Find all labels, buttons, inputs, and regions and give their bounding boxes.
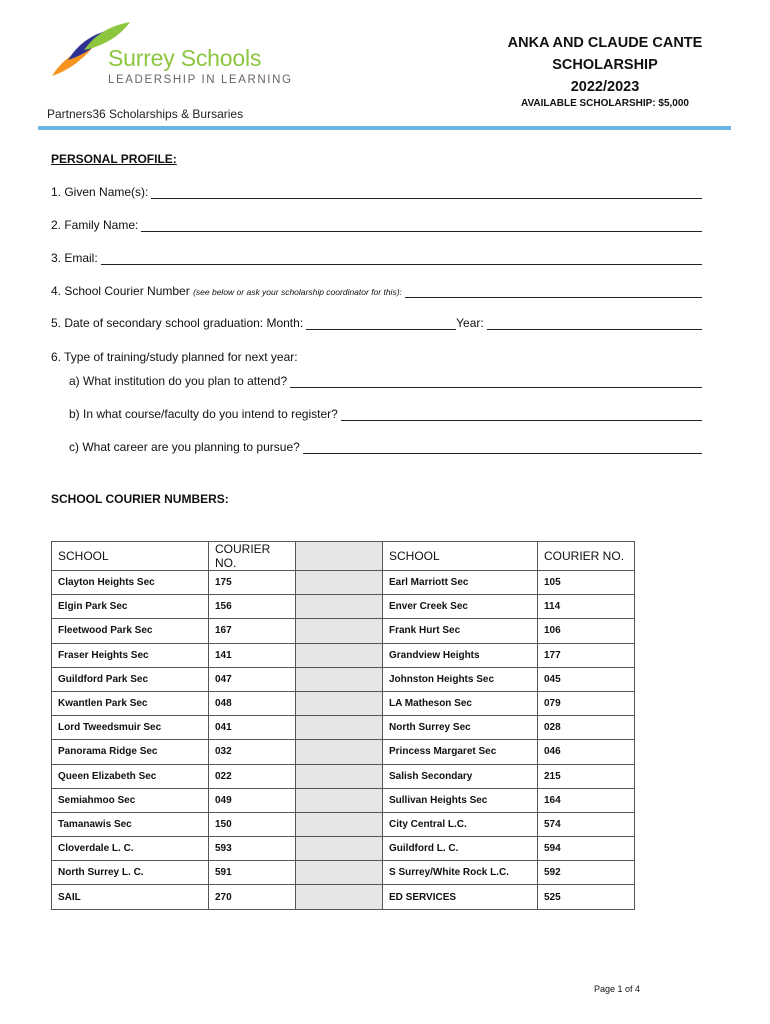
school-cell: Cloverdale L. C.: [52, 837, 209, 861]
school-cell: LA Matheson Sec: [383, 691, 538, 715]
courier-number-cell: 045: [538, 667, 635, 691]
courier-number-note: (see below or ask your scholarship coordinator for this):: [193, 287, 402, 297]
courier-number-cell: 574: [538, 812, 635, 836]
courier-number-cell: 593: [209, 837, 296, 861]
course-field: [69, 407, 702, 421]
courier-table-body: [52, 571, 635, 910]
courier-number-cell: 041: [209, 716, 296, 740]
title-line-3: 2022/2023: [570, 79, 640, 95]
courier-number-cell: 022: [209, 764, 296, 788]
courier-number-field: [51, 284, 702, 298]
header-school-left: SCHOOL: [52, 542, 209, 571]
graduation-year-label: Year:: [456, 316, 484, 330]
table-spacer: [296, 861, 383, 885]
given-name-field: [51, 185, 702, 199]
school-cell: Lord Tweedsmuir Sec: [52, 716, 209, 740]
courier-number-cell: 270: [209, 885, 296, 909]
graduation-month-label: 5. Date of secondary school graduation: Month:: [51, 316, 304, 330]
table-spacer: [296, 643, 383, 667]
table-row: [52, 571, 635, 595]
table-row: [52, 837, 635, 861]
table-row: [52, 619, 635, 643]
table-spacer: [296, 619, 383, 643]
courier-number-input[interactable]: [405, 285, 702, 298]
table-spacer: [296, 667, 383, 691]
school-cell: Sullivan Heights Sec: [383, 788, 538, 812]
school-cell: Panorama Ridge Sec: [52, 740, 209, 764]
school-cell: Tamanawis Sec: [52, 812, 209, 836]
school-cell: Fleetwood Park Sec: [52, 619, 209, 643]
school-cell: Salish Secondary: [383, 764, 538, 788]
courier-number-cell: 167: [209, 619, 296, 643]
table-spacer: [296, 716, 383, 740]
school-cell: Semiahmoo Sec: [52, 788, 209, 812]
institution-label: a) What institution do you plan to attend?: [69, 374, 288, 388]
school-cell: North Surrey Sec: [383, 716, 538, 740]
career-field: [69, 440, 702, 454]
school-cell: Princess Margaret Sec: [383, 740, 538, 764]
courier-number-cell: 105: [538, 571, 635, 595]
table-row: [52, 667, 635, 691]
logo-tagline: LEADERSHIP IN LEARNING: [108, 74, 293, 86]
courier-number-cell: 525: [538, 885, 635, 909]
courier-number-cell: 156: [209, 595, 296, 619]
table-header-row: [52, 542, 635, 571]
personal-profile-heading: PERSONAL PROFILE:: [51, 152, 177, 166]
courier-number-cell: 215: [538, 764, 635, 788]
header-courier-left: COURIER NO.: [209, 542, 296, 571]
course-label: b) In what course/faculty do you intend to register?: [69, 407, 338, 421]
scholarship-title: [470, 32, 740, 98]
given-name-input[interactable]: [151, 186, 702, 199]
courier-number-cell: 048: [209, 691, 296, 715]
table-row: [52, 740, 635, 764]
career-label: c) What career are you planning to pursue?: [69, 440, 300, 454]
table-row: [52, 812, 635, 836]
table-spacer: [296, 812, 383, 836]
table-spacer: [296, 542, 383, 571]
title-line-2: SCHOLARSHIP: [552, 57, 658, 73]
page-number: Page 1 of 4: [594, 984, 641, 994]
table-row: [52, 716, 635, 740]
header-divider: [38, 126, 731, 130]
document-subtitle: Partners36 Scholarships & Bursaries: [47, 107, 244, 121]
graduation-date-field: [51, 316, 702, 330]
courier-number-label-text: 4. School Courier Number: [51, 284, 190, 298]
school-cell: Guildford Park Sec: [52, 667, 209, 691]
school-cell: Grandview Heights: [383, 643, 538, 667]
courier-number-cell: 047: [209, 667, 296, 691]
courier-number-cell: 049: [209, 788, 296, 812]
courier-number-cell: 079: [538, 691, 635, 715]
header-courier-right: COURIER NO.: [538, 542, 635, 571]
graduation-year-input[interactable]: [487, 317, 702, 330]
family-name-input[interactable]: [141, 219, 702, 232]
table-row: [52, 764, 635, 788]
table-spacer: [296, 788, 383, 812]
available-amount: AVAILABLE SCHOLARSHIP: $5,000: [521, 98, 689, 109]
table-spacer: [296, 740, 383, 764]
title-line-1: ANKA AND CLAUDE CANTE: [507, 35, 703, 51]
graduation-month-input[interactable]: [306, 317, 456, 330]
logo-name: Surrey Schools: [108, 45, 262, 71]
school-cell: Earl Marriott Sec: [383, 571, 538, 595]
email-input[interactable]: [101, 252, 702, 265]
school-cell: Queen Elizabeth Sec: [52, 764, 209, 788]
institution-input[interactable]: [290, 375, 702, 388]
school-cell: Fraser Heights Sec: [52, 643, 209, 667]
training-question: 6. Type of training/study planned for next year:: [51, 350, 298, 364]
table-spacer: [296, 837, 383, 861]
courier-number-cell: 106: [538, 619, 635, 643]
courier-number-cell: 150: [209, 812, 296, 836]
institution-field: [69, 374, 702, 388]
school-cell: ED SERVICES: [383, 885, 538, 909]
email-label: 3. Email:: [51, 251, 98, 265]
courier-number-cell: 114: [538, 595, 635, 619]
email-field: [51, 251, 702, 265]
school-cell: Clayton Heights Sec: [52, 571, 209, 595]
table-spacer: [296, 571, 383, 595]
family-name-field: [51, 218, 702, 232]
table-row: [52, 885, 635, 909]
header-school-right: SCHOOL: [383, 542, 538, 571]
school-cell: North Surrey L. C.: [52, 861, 209, 885]
school-cell: Frank Hurt Sec: [383, 619, 538, 643]
given-name-label: 1. Given Name(s):: [51, 185, 149, 199]
courier-number-cell: 175: [209, 571, 296, 595]
courier-numbers-table: [51, 541, 635, 910]
school-cell: S Surrey/White Rock L.C.: [383, 861, 538, 885]
table-row: [52, 861, 635, 885]
courier-numbers-heading: SCHOOL COURIER NUMBERS:: [51, 492, 229, 506]
table-row: [52, 595, 635, 619]
courier-number-cell: 032: [209, 740, 296, 764]
courier-number-cell: 164: [538, 788, 635, 812]
courier-number-cell: 594: [538, 837, 635, 861]
table-spacer: [296, 595, 383, 619]
courier-number-cell: 141: [209, 643, 296, 667]
table-spacer: [296, 691, 383, 715]
course-input[interactable]: [341, 408, 702, 421]
courier-number-cell: 591: [209, 861, 296, 885]
table-spacer: [296, 885, 383, 909]
courier-number-cell: 028: [538, 716, 635, 740]
school-cell: SAIL: [52, 885, 209, 909]
table-row: [52, 788, 635, 812]
table-row: [52, 643, 635, 667]
school-cell: Elgin Park Sec: [52, 595, 209, 619]
surrey-schools-logo: [50, 18, 300, 93]
career-input[interactable]: [303, 441, 702, 454]
school-cell: Kwantlen Park Sec: [52, 691, 209, 715]
courier-number-cell: 177: [538, 643, 635, 667]
school-cell: City Central L.C.: [383, 812, 538, 836]
courier-number-label: [51, 284, 402, 298]
family-name-label: 2. Family Name:: [51, 218, 139, 232]
table-row: [52, 691, 635, 715]
school-cell: Johnston Heights Sec: [383, 667, 538, 691]
courier-number-cell: 592: [538, 861, 635, 885]
school-cell: Guildford L. C.: [383, 837, 538, 861]
school-cell: Enver Creek Sec: [383, 595, 538, 619]
table-spacer: [296, 764, 383, 788]
courier-number-cell: 046: [538, 740, 635, 764]
